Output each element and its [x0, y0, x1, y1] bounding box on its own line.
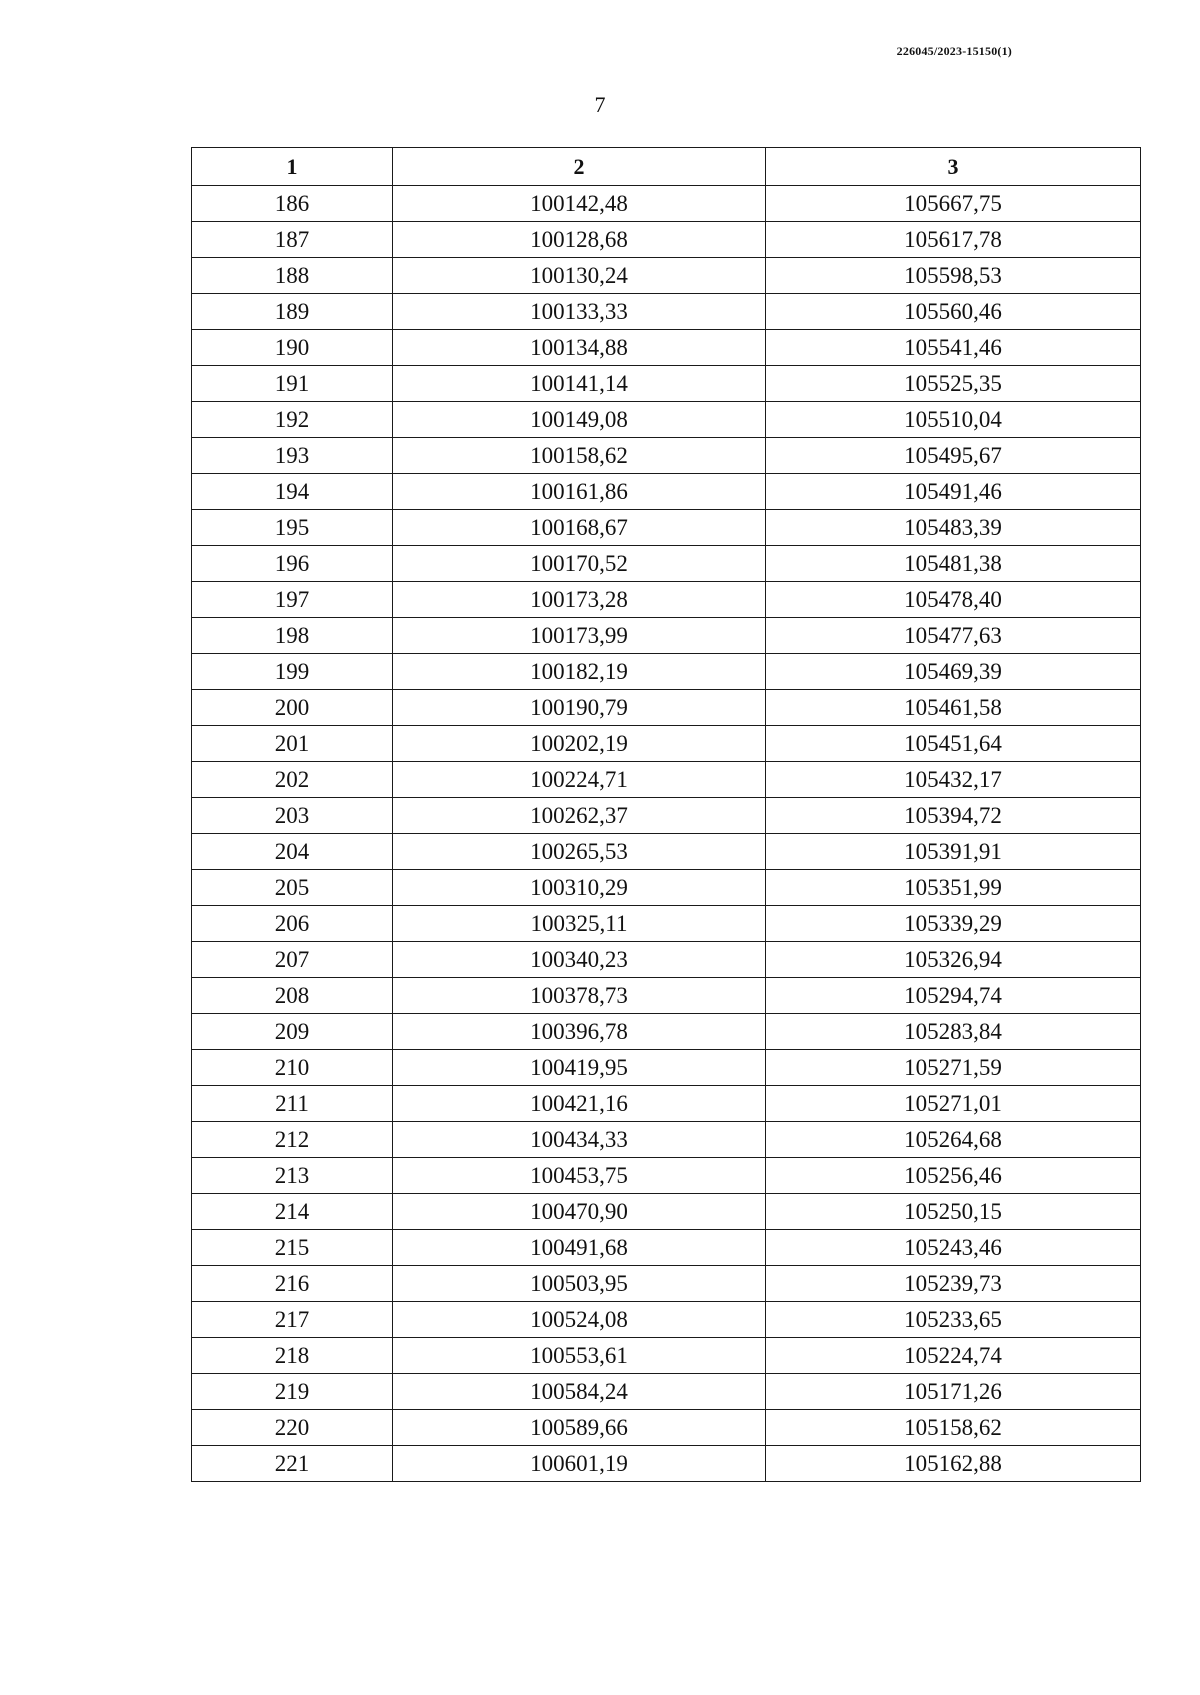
- coordinate-x-cell: 100202,19: [393, 726, 766, 762]
- table-row: [192, 726, 1141, 762]
- point-number-cell: 190: [192, 330, 393, 366]
- coordinate-y-cell: 105495,67: [766, 438, 1141, 474]
- coordinate-x-cell: 100130,24: [393, 258, 766, 294]
- coordinate-x-cell: 100190,79: [393, 690, 766, 726]
- coordinate-y-cell: 105481,38: [766, 546, 1141, 582]
- coordinate-y-cell: 105239,73: [766, 1266, 1141, 1302]
- coordinate-y-cell: 105491,46: [766, 474, 1141, 510]
- point-number-cell: 199: [192, 654, 393, 690]
- point-number-cell: 202: [192, 762, 393, 798]
- coordinate-y-cell: 105271,01: [766, 1086, 1141, 1122]
- coordinate-x-cell: 100158,62: [393, 438, 766, 474]
- table-row: [192, 1086, 1141, 1122]
- table-row: [192, 1302, 1141, 1338]
- coordinate-x-cell: 100310,29: [393, 870, 766, 906]
- coordinate-x-cell: 100589,66: [393, 1410, 766, 1446]
- table-row: [192, 582, 1141, 618]
- coordinate-y-cell: 105256,46: [766, 1158, 1141, 1194]
- table-row: [192, 474, 1141, 510]
- coordinate-x-cell: 100142,48: [393, 186, 766, 222]
- coordinate-x-cell: 100325,11: [393, 906, 766, 942]
- coordinate-x-cell: 100453,75: [393, 1158, 766, 1194]
- document-reference-number: 226045/2023-15150(1): [896, 44, 1012, 58]
- coordinate-x-cell: 100503,95: [393, 1266, 766, 1302]
- table-row: [192, 330, 1141, 366]
- coordinate-x-cell: 100149,08: [393, 402, 766, 438]
- point-number-cell: 212: [192, 1122, 393, 1158]
- point-number-cell: 186: [192, 186, 393, 222]
- coordinate-y-cell: 105510,04: [766, 402, 1141, 438]
- point-number-cell: 209: [192, 1014, 393, 1050]
- coordinate-y-cell: 105391,91: [766, 834, 1141, 870]
- table-body: [192, 186, 1141, 1482]
- table-row: [192, 1410, 1141, 1446]
- table-row: [192, 546, 1141, 582]
- coordinate-x-cell: 100182,19: [393, 654, 766, 690]
- coordinates-table: [191, 147, 1141, 1482]
- table-row: [192, 222, 1141, 258]
- point-number-cell: 203: [192, 798, 393, 834]
- point-number-cell: 216: [192, 1266, 393, 1302]
- point-number-cell: 187: [192, 222, 393, 258]
- coordinate-y-cell: 105560,46: [766, 294, 1141, 330]
- coordinate-y-cell: 105477,63: [766, 618, 1141, 654]
- coordinate-x-cell: 100161,86: [393, 474, 766, 510]
- table-row: [192, 1122, 1141, 1158]
- coordinate-y-cell: 105250,15: [766, 1194, 1141, 1230]
- coordinate-y-cell: 105451,64: [766, 726, 1141, 762]
- coordinate-x-cell: 100128,68: [393, 222, 766, 258]
- table-row: [192, 510, 1141, 546]
- table-row: [192, 1338, 1141, 1374]
- coordinate-x-cell: 100601,19: [393, 1446, 766, 1482]
- point-number-cell: 207: [192, 942, 393, 978]
- coordinate-x-cell: 100133,33: [393, 294, 766, 330]
- point-number-cell: 208: [192, 978, 393, 1014]
- coordinate-x-cell: 100419,95: [393, 1050, 766, 1086]
- table-row: [192, 1194, 1141, 1230]
- point-number-cell: 205: [192, 870, 393, 906]
- coordinate-y-cell: 105271,59: [766, 1050, 1141, 1086]
- coordinate-y-cell: 105264,68: [766, 1122, 1141, 1158]
- point-number-cell: 213: [192, 1158, 393, 1194]
- coordinate-y-cell: 105233,65: [766, 1302, 1141, 1338]
- coordinate-x-cell: 100524,08: [393, 1302, 766, 1338]
- point-number-cell: 206: [192, 906, 393, 942]
- coordinate-y-cell: 105478,40: [766, 582, 1141, 618]
- coordinate-x-cell: 100584,24: [393, 1374, 766, 1410]
- point-number-cell: 194: [192, 474, 393, 510]
- coordinate-x-cell: 100173,28: [393, 582, 766, 618]
- table-row: [192, 762, 1141, 798]
- point-number-cell: 193: [192, 438, 393, 474]
- coordinate-y-cell: 105598,53: [766, 258, 1141, 294]
- coordinate-y-cell: 105351,99: [766, 870, 1141, 906]
- coordinate-y-cell: 105432,17: [766, 762, 1141, 798]
- table-row: [192, 258, 1141, 294]
- point-number-cell: 198: [192, 618, 393, 654]
- coordinate-y-cell: 105617,78: [766, 222, 1141, 258]
- coordinate-y-cell: 105541,46: [766, 330, 1141, 366]
- coordinate-y-cell: 105283,84: [766, 1014, 1141, 1050]
- point-number-cell: 215: [192, 1230, 393, 1266]
- coordinate-x-cell: 100168,67: [393, 510, 766, 546]
- table-row: [192, 870, 1141, 906]
- point-number-cell: 188: [192, 258, 393, 294]
- point-number-cell: 211: [192, 1086, 393, 1122]
- coordinate-y-cell: 105243,46: [766, 1230, 1141, 1266]
- page-number: 7: [594, 92, 606, 117]
- point-number-cell: 192: [192, 402, 393, 438]
- point-number-cell: 200: [192, 690, 393, 726]
- table-row: [192, 978, 1141, 1014]
- coordinate-x-cell: 100378,73: [393, 978, 766, 1014]
- table-row: [192, 438, 1141, 474]
- coordinate-y-cell: 105483,39: [766, 510, 1141, 546]
- table-header-row: [192, 148, 1141, 186]
- coordinate-x-cell: 100434,33: [393, 1122, 766, 1158]
- coordinate-y-cell: 105224,74: [766, 1338, 1141, 1374]
- coordinate-x-cell: 100491,68: [393, 1230, 766, 1266]
- coordinate-y-cell: 105171,26: [766, 1374, 1141, 1410]
- coordinate-x-cell: 100265,53: [393, 834, 766, 870]
- table-row: [192, 402, 1141, 438]
- table-row: [192, 1374, 1141, 1410]
- point-number-cell: 197: [192, 582, 393, 618]
- coordinate-x-cell: 100340,23: [393, 942, 766, 978]
- coordinate-y-cell: 105469,39: [766, 654, 1141, 690]
- point-number-cell: 221: [192, 1446, 393, 1482]
- point-number-cell: 214: [192, 1194, 393, 1230]
- table-row: [192, 1014, 1141, 1050]
- coordinate-y-cell: 105461,58: [766, 690, 1141, 726]
- table-row: [192, 798, 1141, 834]
- coordinate-x-cell: 100553,61: [393, 1338, 766, 1374]
- coordinate-x-cell: 100470,90: [393, 1194, 766, 1230]
- coordinate-y-cell: 105326,94: [766, 942, 1141, 978]
- coordinate-x-cell: 100173,99: [393, 618, 766, 654]
- point-number-cell: 217: [192, 1302, 393, 1338]
- table-row: [192, 690, 1141, 726]
- point-number-cell: 195: [192, 510, 393, 546]
- column-header-1: 1: [192, 148, 393, 186]
- point-number-cell: 191: [192, 366, 393, 402]
- table-header: [192, 148, 1141, 186]
- point-number-cell: 218: [192, 1338, 393, 1374]
- point-number-cell: 201: [192, 726, 393, 762]
- table-row: [192, 618, 1141, 654]
- coordinate-x-cell: 100170,52: [393, 546, 766, 582]
- table-row: [192, 1446, 1141, 1482]
- coordinate-y-cell: 105339,29: [766, 906, 1141, 942]
- point-number-cell: 220: [192, 1410, 393, 1446]
- coordinate-y-cell: 105158,62: [766, 1410, 1141, 1446]
- coordinate-x-cell: 100134,88: [393, 330, 766, 366]
- coordinate-x-cell: 100141,14: [393, 366, 766, 402]
- coordinate-y-cell: 105525,35: [766, 366, 1141, 402]
- table-row: [192, 1050, 1141, 1086]
- table-row: [192, 366, 1141, 402]
- coordinate-y-cell: 105667,75: [766, 186, 1141, 222]
- coordinate-x-cell: 100421,16: [393, 1086, 766, 1122]
- column-header-3: 3: [766, 148, 1141, 186]
- table-row: [192, 1158, 1141, 1194]
- point-number-cell: 196: [192, 546, 393, 582]
- coordinate-x-cell: 100262,37: [393, 798, 766, 834]
- table-row: [192, 186, 1141, 222]
- table-row: [192, 1266, 1141, 1302]
- table-row: [192, 834, 1141, 870]
- coordinate-x-cell: 100224,71: [393, 762, 766, 798]
- table-row: [192, 906, 1141, 942]
- table-row: [192, 942, 1141, 978]
- point-number-cell: 219: [192, 1374, 393, 1410]
- coordinate-x-cell: 100396,78: [393, 1014, 766, 1050]
- column-header-2: 2: [393, 148, 766, 186]
- table-row: [192, 294, 1141, 330]
- point-number-cell: 210: [192, 1050, 393, 1086]
- table-row: [192, 654, 1141, 690]
- coordinate-y-cell: 105294,74: [766, 978, 1141, 1014]
- point-number-cell: 189: [192, 294, 393, 330]
- coordinate-y-cell: 105394,72: [766, 798, 1141, 834]
- table-row: [192, 1230, 1141, 1266]
- point-number-cell: 204: [192, 834, 393, 870]
- coordinate-y-cell: 105162,88: [766, 1446, 1141, 1482]
